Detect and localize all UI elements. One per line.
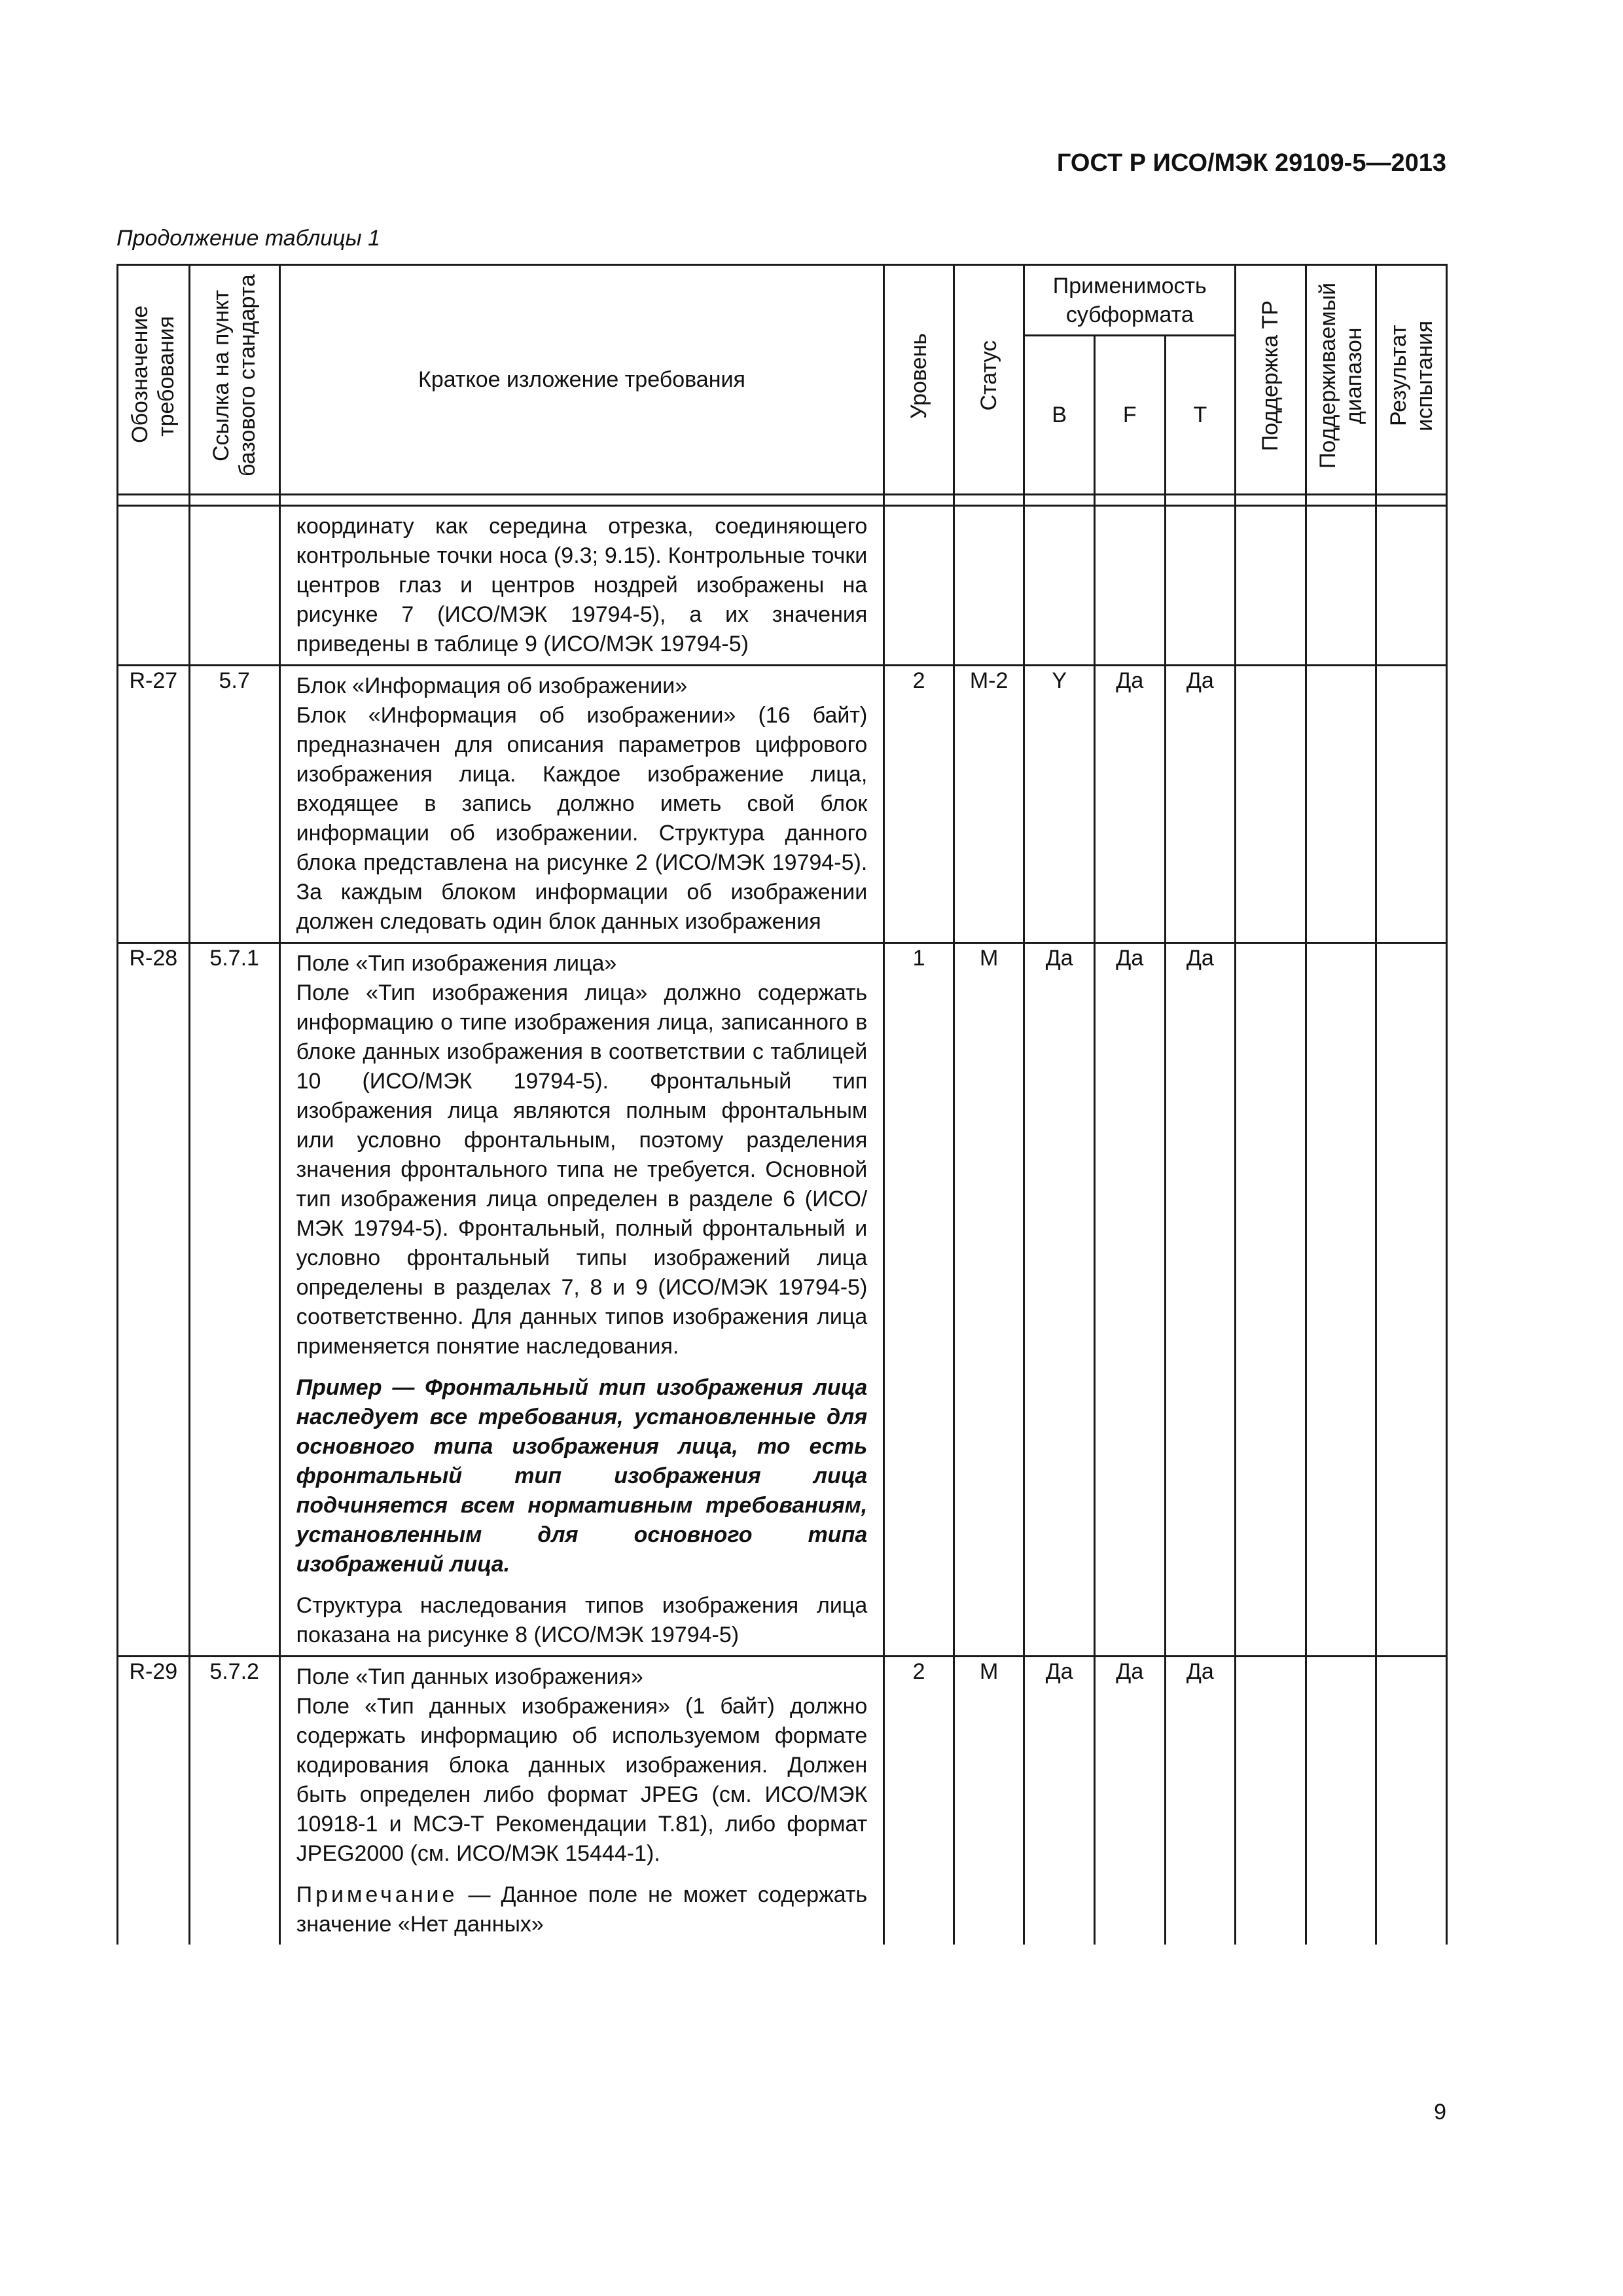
row-sub-f: Да <box>1094 943 1165 1657</box>
header-separator-row <box>118 495 1447 506</box>
row-summary <box>279 506 884 666</box>
table-caption: Продолжение таблицы 1 <box>116 226 380 251</box>
col-tp-support-label: Поддержка ТР <box>1258 300 1283 452</box>
row-tp-support <box>1236 666 1306 943</box>
table-row <box>118 943 1447 1657</box>
row-sub-t: Да <box>1165 1657 1236 1945</box>
requirements-table <box>116 264 1448 1945</box>
row-sub-t <box>1165 506 1236 666</box>
row-title: Поле «Тип данных изображения» <box>296 1664 643 1689</box>
row-level <box>884 506 954 666</box>
row-status: M <box>954 943 1024 1657</box>
col-reference-label: Ссылка на пункт базового стандарта <box>209 274 260 477</box>
col-applicability-header: Применимость субформата <box>1024 265 1236 336</box>
col-sub-f-header: F <box>1094 336 1165 495</box>
col-test-result-label: Результат испытания <box>1385 320 1437 431</box>
row-supported-range <box>1306 666 1376 943</box>
row-test-result <box>1376 506 1447 666</box>
col-status-header <box>954 265 1024 495</box>
row-sub-t: Да <box>1165 943 1236 1657</box>
row-sub-f: Да <box>1094 1657 1165 1945</box>
col-reference-header <box>189 265 279 495</box>
row-reference: 5.7.1 <box>189 943 279 1657</box>
row-designation: R-27 <box>118 666 190 943</box>
row-sub-f: Да <box>1094 666 1165 943</box>
col-level-header <box>884 265 954 495</box>
row-reference: 5.7 <box>189 666 279 943</box>
row-sub-b: Y <box>1024 666 1095 943</box>
row-supported-range <box>1306 1657 1376 1945</box>
col-level-label: Уровень <box>906 332 932 419</box>
row-supported-range <box>1306 943 1376 1657</box>
row-tp-support <box>1236 1657 1306 1945</box>
table-row <box>118 666 1447 943</box>
row-reference: 5.7.2 <box>189 1657 279 1945</box>
row-designation: R-29 <box>118 1657 190 1945</box>
col-sub-t-header: T <box>1165 336 1236 495</box>
col-supported-range-header <box>1306 265 1376 495</box>
row-status <box>954 506 1024 666</box>
row-summary <box>279 1657 884 1945</box>
table-row <box>118 506 1447 666</box>
row-level: 2 <box>884 1657 954 1945</box>
row-example-text: Пример — Фронтальный тип изображения лица наследует все требования, установленные для основного типа изображения лица, то есть фронтальный тип изображения лица подчиняется всем нормативным требованиям, установленным для основного типа изображений лица. <box>296 1375 868 1577</box>
row-tp-support <box>1236 506 1306 666</box>
col-tp-support-header <box>1236 265 1306 495</box>
row-extra-text: Структура наследования типов изображения лица показана на рисунке 8 (ИСО/МЭК 19794-5) <box>296 1593 868 1647</box>
row-title: Блок «Информация об изображении» <box>296 673 688 698</box>
row-sub-b: Да <box>1024 1657 1095 1945</box>
row-level: 2 <box>884 666 954 943</box>
table-header <box>118 265 1447 495</box>
row-level: 1 <box>884 943 954 1657</box>
row-sub-b <box>1024 506 1095 666</box>
note-label: Примечание <box>296 1882 458 1907</box>
note-text: — Данное поле не может содержать значение «Нет данных» <box>296 1882 868 1937</box>
row-body-text: Блок «Информация об изображении» (16 байт) предназначен для описания параметров цифрового изображения лица. Каждое изображение лица, входящее в запись должно иметь свой блок информации об изображении. Структура данного блока представлена на рисунке 2 (ИСО/МЭК 19794-5). За каждым блоком информации об изображении должен следовать один блок данных изображения <box>296 703 868 934</box>
row-body-text: Поле «Тип данных изображения» (1 байт) должно содержать информацию об используемом формате кодирования блока данных изображения. Должен быть определен либо формат JPEG (см. ИСО/МЭК 10918-1 и МСЭ-Т Рекомендации Т.81), либо формат JPEG2000 (см. ИСО/МЭК 15444-1). <box>296 1694 868 1866</box>
row-note <box>296 1880 868 1939</box>
row-status: M-2 <box>954 666 1024 943</box>
table-row <box>118 1657 1447 1945</box>
row-sub-t: Да <box>1165 666 1236 943</box>
row-sub-f <box>1094 506 1165 666</box>
col-sub-b-header: B <box>1024 336 1095 495</box>
row-designation: R-28 <box>118 943 190 1657</box>
col-designation-label: Обозначение требования <box>128 305 179 443</box>
row-body-text: Поле «Тип изображения лица» должно содержать информацию о типе изображения лица, записанного в блоке данных изображения в соответствии с таблицей 10 (ИСО/МЭК 19794-5). Фронтальный тип изображения лица являются полным фронтальным или условно фронтальным, поэтому разделения значения фронтального типа не требуется. Основной тип изображения лица определен в разделе 6 (ИСО/МЭК 19794-5). Фронтальный, полный фронтальный и условно фронтальный типы изображений лица определены в разделах 7, 8 и 9 (ИСО/МЭК 19794-5) соответственно. Для данных типов изображения лица применяется понятие наследования. <box>296 980 868 1359</box>
col-supported-range-label: Поддерживаемый диапазон <box>1315 282 1367 469</box>
row-sub-b: Да <box>1024 943 1095 1657</box>
col-test-result-header <box>1376 265 1447 495</box>
row-summary <box>279 943 884 1657</box>
row-test-result <box>1376 1657 1447 1945</box>
row-summary <box>279 666 884 943</box>
row-tp-support <box>1236 943 1306 1657</box>
row-title: Поле «Тип изображения лица» <box>296 951 617 976</box>
row-designation <box>118 506 190 666</box>
row-body-text: координату как середина отрезка, соединяющего контрольные точки носа (9.3; 9.15). Контрольные точки центров глаз и центров ноздрей изображены на рисунке 7 (ИСО/МЭК 19794-5), а их значения приведены в таблице 9 (ИСО/МЭК 19794-5) <box>296 514 868 656</box>
col-status-label: Статус <box>976 340 1002 411</box>
row-status: M <box>954 1657 1024 1945</box>
document-header: ГОСТ Р ИСО/МЭК 29109-5—2013 <box>1056 149 1446 177</box>
col-summary-header: Краткое изложение требования <box>279 265 884 495</box>
row-reference <box>189 506 279 666</box>
row-test-result <box>1376 666 1447 943</box>
row-supported-range <box>1306 506 1376 666</box>
col-designation-header <box>118 265 190 495</box>
row-test-result <box>1376 943 1447 1657</box>
page-number: 9 <box>1434 2100 1446 2125</box>
